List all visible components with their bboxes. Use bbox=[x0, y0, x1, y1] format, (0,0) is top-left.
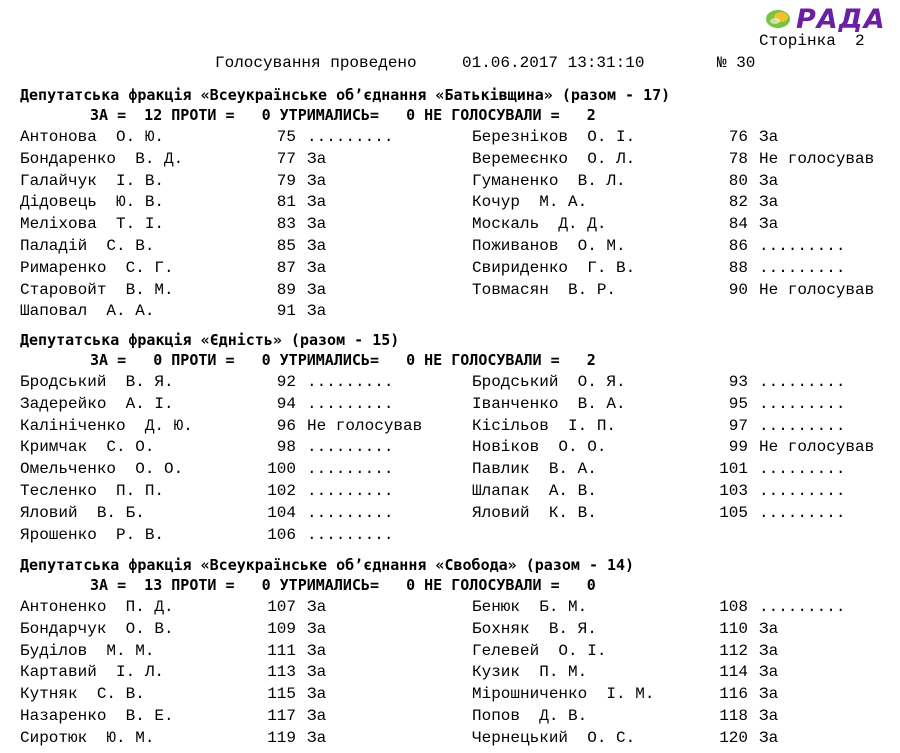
deputy-seat-number: 111 bbox=[267, 641, 296, 660]
deputy-name: Старовойт В. М. bbox=[20, 280, 174, 299]
deputy-vote: За bbox=[307, 685, 327, 704]
deputy-name: Меліхова Т. І. bbox=[20, 215, 165, 234]
deputy-vote: Не голосував bbox=[759, 438, 875, 457]
deputy-seat-number: 103 bbox=[719, 482, 748, 500]
deputy-vote: Не голосував bbox=[759, 280, 875, 299]
deputy-entry bbox=[0, 126, 900, 148]
deputy-seat-number: 99 bbox=[728, 438, 748, 457]
deputy-seat-number: 105 bbox=[719, 503, 748, 522]
deputy-seat-number: 92 bbox=[276, 373, 296, 391]
deputy-seat-number: 108 bbox=[719, 598, 748, 616]
deputy-name: Веремеєнко О. Л. bbox=[472, 149, 636, 168]
deputy-vote: Не голосував bbox=[759, 149, 875, 168]
deputy-vote: За bbox=[307, 302, 327, 321]
deputy-name: Кримчак С. О. bbox=[20, 438, 155, 457]
deputy-entry bbox=[0, 727, 900, 749]
deputy-vote: За bbox=[759, 685, 779, 704]
deputy-name: Римаренко С. Г. bbox=[20, 258, 174, 277]
deputy-vote: ......... bbox=[759, 394, 846, 413]
deputy-vote: За bbox=[759, 215, 779, 234]
logo-text: РАДА bbox=[796, 3, 886, 35]
deputy-vote: За bbox=[307, 663, 327, 682]
deputy-vote: ......... bbox=[307, 482, 394, 500]
deputy-name: Ярошенко Р. В. bbox=[20, 525, 165, 544]
deputy-seat-number: 112 bbox=[719, 641, 748, 660]
deputy-name: Кочур М. А. bbox=[472, 193, 588, 212]
faction-title: Депутатська фракція «Єдність» (разом - 15) bbox=[20, 331, 400, 349]
deputy-seat-number: 88 bbox=[728, 258, 748, 277]
deputy-seat-number: 91 bbox=[276, 302, 296, 321]
deputy-entry bbox=[0, 148, 900, 170]
page-number: Сторінка 2 bbox=[759, 32, 865, 50]
deputy-entry bbox=[0, 640, 900, 662]
faction-summary: ЗА = 12 ПРОТИ = 0 УТРИМАЛИСЬ= 0 НЕ ГОЛОСУВАЛИ = 2 bbox=[90, 106, 596, 124]
deputy-vote: ......... bbox=[759, 460, 846, 479]
deputy-vote: За bbox=[307, 215, 327, 234]
deputy-entry bbox=[0, 683, 900, 705]
vote-datetime: 01.06.2017 13:31:10 bbox=[462, 54, 645, 72]
deputy-name: Буділов М. М. bbox=[20, 641, 155, 660]
rada-logo-icon bbox=[764, 7, 794, 31]
deputy-seat-number: 86 bbox=[728, 237, 748, 255]
deputy-entry bbox=[0, 257, 900, 279]
deputy-name: Поживанов О. М. bbox=[472, 237, 626, 255]
deputy-name: Бондарчук О. В. bbox=[20, 619, 174, 638]
deputy-vote: За bbox=[307, 619, 327, 638]
deputy-seat-number: 100 bbox=[267, 460, 296, 479]
faction-title: Депутатська фракція «Всеукраїнське об’єднання «Свобода» (разом - 14) bbox=[20, 556, 635, 574]
deputy-entry bbox=[0, 300, 900, 322]
deputy-seat-number: 98 bbox=[276, 438, 296, 457]
deputy-seat-number: 109 bbox=[267, 619, 296, 638]
deputy-seat-number: 81 bbox=[276, 193, 296, 212]
deputy-name: Шлапак А. В. bbox=[472, 482, 597, 500]
deputy-vote: За bbox=[759, 619, 779, 638]
deputy-vote: За bbox=[759, 728, 779, 747]
deputy-entry bbox=[0, 480, 900, 502]
deputy-name: Павлик В. А. bbox=[472, 460, 597, 479]
deputy-vote: ......... bbox=[307, 460, 394, 479]
deputy-seat-number: 77 bbox=[276, 149, 296, 168]
deputy-vote: ......... bbox=[307, 128, 394, 146]
deputy-name: Яловий В. Б. bbox=[20, 503, 145, 522]
deputy-seat-number: 114 bbox=[719, 663, 748, 682]
deputy-vote: Не голосував bbox=[307, 416, 423, 435]
deputy-vote: За bbox=[307, 258, 327, 277]
deputy-entry bbox=[0, 213, 900, 235]
deputy-name: Сиротюк Ю. М. bbox=[20, 728, 155, 747]
deputy-name: Товмасян В. Р. bbox=[472, 280, 617, 299]
deputy-entry bbox=[0, 705, 900, 727]
deputy-entry bbox=[0, 524, 900, 546]
deputy-seat-number: 102 bbox=[267, 482, 296, 500]
deputy-vote: За bbox=[759, 193, 779, 212]
faction-summary: ЗА = 13 ПРОТИ = 0 УТРИМАЛИСЬ= 0 НЕ ГОЛОСУВАЛИ = 0 bbox=[90, 576, 596, 594]
faction-title: Депутатська фракція «Всеукраїнське об’єднання «Батьківщина» (разом - 17) bbox=[20, 86, 671, 104]
deputy-name: Бенюк Б. М. bbox=[472, 598, 588, 616]
vote-held-label: Голосування проведено bbox=[215, 54, 417, 72]
deputy-seat-number: 104 bbox=[267, 503, 296, 522]
deputy-seat-number: 80 bbox=[728, 171, 748, 190]
vote-number: № 30 bbox=[717, 54, 756, 72]
deputy-name: Гелевей О. І. bbox=[472, 641, 607, 660]
deputy-name: Антоненко П. Д. bbox=[20, 598, 174, 616]
deputy-name: Бондаренко В. Д. bbox=[20, 149, 184, 168]
deputy-vote: ......... bbox=[759, 237, 846, 255]
deputy-seat-number: 89 bbox=[276, 280, 296, 299]
deputy-seat-number: 95 bbox=[728, 394, 748, 413]
deputy-name: Чернецький О. С. bbox=[472, 728, 636, 747]
deputy-seat-number: 107 bbox=[267, 598, 296, 616]
deputy-entry bbox=[0, 371, 900, 393]
deputy-name: Попов Д. В. bbox=[472, 707, 588, 725]
deputy-name: Картавий І. Л. bbox=[20, 663, 165, 682]
deputy-seat-number: 106 bbox=[267, 525, 296, 544]
deputy-vote: За bbox=[307, 598, 327, 616]
deputy-name: Антонова О. Ю. bbox=[20, 128, 165, 146]
deputy-name: Мірошниченко І. М. bbox=[472, 685, 655, 704]
deputy-seat-number: 83 bbox=[276, 215, 296, 234]
deputy-vote: За bbox=[307, 280, 327, 299]
faction-summary: ЗА = 0 ПРОТИ = 0 УТРИМАЛИСЬ= 0 НЕ ГОЛОСУВАЛИ = 2 bbox=[90, 351, 596, 369]
deputy-name: Яловий К. В. bbox=[472, 503, 597, 522]
deputy-entry bbox=[0, 170, 900, 192]
deputy-seat-number: 94 bbox=[276, 394, 296, 413]
deputy-seat-number: 79 bbox=[276, 171, 296, 190]
deputy-entry bbox=[0, 415, 900, 437]
deputy-vote: ......... bbox=[307, 394, 394, 413]
deputy-vote: ......... bbox=[759, 482, 846, 500]
deputy-entry bbox=[0, 618, 900, 640]
deputy-seat-number: 119 bbox=[267, 728, 296, 747]
deputy-vote: За bbox=[307, 641, 327, 660]
deputy-name: Іванченко В. А. bbox=[472, 394, 626, 413]
deputy-name: Назаренко В. Е. bbox=[20, 707, 174, 725]
deputy-vote: ......... bbox=[759, 258, 846, 277]
deputy-name: Дідовець Ю. В. bbox=[20, 193, 165, 212]
deputy-vote: За bbox=[759, 128, 779, 146]
deputy-entry bbox=[0, 458, 900, 480]
deputy-seat-number: 116 bbox=[719, 685, 748, 704]
deputy-vote: ......... bbox=[307, 373, 394, 391]
deputy-name: Галайчук І. В. bbox=[20, 171, 165, 190]
deputy-vote: За bbox=[307, 171, 327, 190]
deputy-seat-number: 90 bbox=[728, 280, 748, 299]
deputy-name: Гуманенко В. Л. bbox=[472, 171, 626, 190]
deputy-name: Свириденко Г. В. bbox=[472, 258, 636, 277]
deputy-entry bbox=[0, 279, 900, 301]
deputy-entry bbox=[0, 436, 900, 458]
deputy-vote: ......... bbox=[759, 416, 846, 435]
deputy-name: Москаль Д. Д. bbox=[472, 215, 607, 234]
deputy-name: Кісільов І. П. bbox=[472, 416, 617, 435]
deputy-vote: ......... bbox=[759, 598, 846, 616]
deputy-seat-number: 84 bbox=[728, 215, 748, 234]
deputy-entry bbox=[0, 502, 900, 524]
deputy-vote: За bbox=[307, 149, 327, 168]
deputy-name: Омельченко О. О. bbox=[20, 460, 184, 479]
deputy-name: Бохняк В. Я. bbox=[472, 619, 597, 638]
deputy-seat-number: 96 bbox=[276, 416, 296, 435]
deputy-entry bbox=[0, 661, 900, 683]
deputy-name: Кузик П. М. bbox=[472, 663, 588, 682]
deputy-seat-number: 101 bbox=[719, 460, 748, 479]
deputy-seat-number: 120 bbox=[719, 728, 748, 747]
deputy-seat-number: 118 bbox=[719, 707, 748, 725]
deputy-seat-number: 93 bbox=[728, 373, 748, 391]
deputy-name: Кутняк С. В. bbox=[20, 685, 145, 704]
deputy-vote: За bbox=[307, 193, 327, 212]
deputy-entry bbox=[0, 191, 900, 213]
deputy-vote: ......... bbox=[759, 503, 846, 522]
deputy-entry bbox=[0, 235, 900, 257]
deputy-vote: За bbox=[307, 728, 327, 747]
deputy-seat-number: 97 bbox=[728, 416, 748, 435]
deputy-vote: За bbox=[759, 707, 779, 725]
deputy-seat-number: 110 bbox=[719, 619, 748, 638]
deputy-vote: ......... bbox=[307, 525, 394, 544]
deputy-seat-number: 75 bbox=[276, 128, 296, 146]
deputy-name: Бродський О. Я. bbox=[472, 373, 626, 391]
deputy-seat-number: 87 bbox=[276, 258, 296, 277]
deputy-name: Калініченко Д. Ю. bbox=[20, 416, 193, 435]
deputy-seat-number: 117 bbox=[267, 707, 296, 725]
deputy-name: Новіков О. О. bbox=[472, 438, 607, 457]
deputy-name: Бродський В. Я. bbox=[20, 373, 174, 391]
deputy-entry bbox=[0, 393, 900, 415]
deputy-name: Тесленко П. П. bbox=[20, 482, 165, 500]
deputy-vote: За bbox=[759, 641, 779, 660]
deputy-name: Шаповал А. А. bbox=[20, 302, 155, 321]
deputy-vote: За bbox=[759, 171, 779, 190]
deputy-seat-number: 115 bbox=[267, 685, 296, 704]
deputy-seat-number: 113 bbox=[267, 663, 296, 682]
deputy-entry bbox=[0, 596, 900, 618]
deputy-vote: За bbox=[307, 707, 327, 725]
deputy-seat-number: 82 bbox=[728, 193, 748, 212]
deputy-name: Задерейко А. І. bbox=[20, 394, 174, 413]
deputy-vote: За bbox=[759, 663, 779, 682]
deputy-name: Березніков О. І. bbox=[472, 128, 636, 146]
deputy-name: Паладій С. В. bbox=[20, 237, 155, 255]
deputy-seat-number: 78 bbox=[728, 149, 748, 168]
deputy-vote: ......... bbox=[307, 503, 394, 522]
rada-logo bbox=[764, 4, 886, 34]
deputy-vote: ......... bbox=[307, 438, 394, 457]
deputy-vote: ......... bbox=[759, 373, 846, 391]
deputy-seat-number: 85 bbox=[276, 237, 296, 255]
deputy-seat-number: 76 bbox=[728, 128, 748, 146]
deputy-vote: За bbox=[307, 237, 327, 255]
